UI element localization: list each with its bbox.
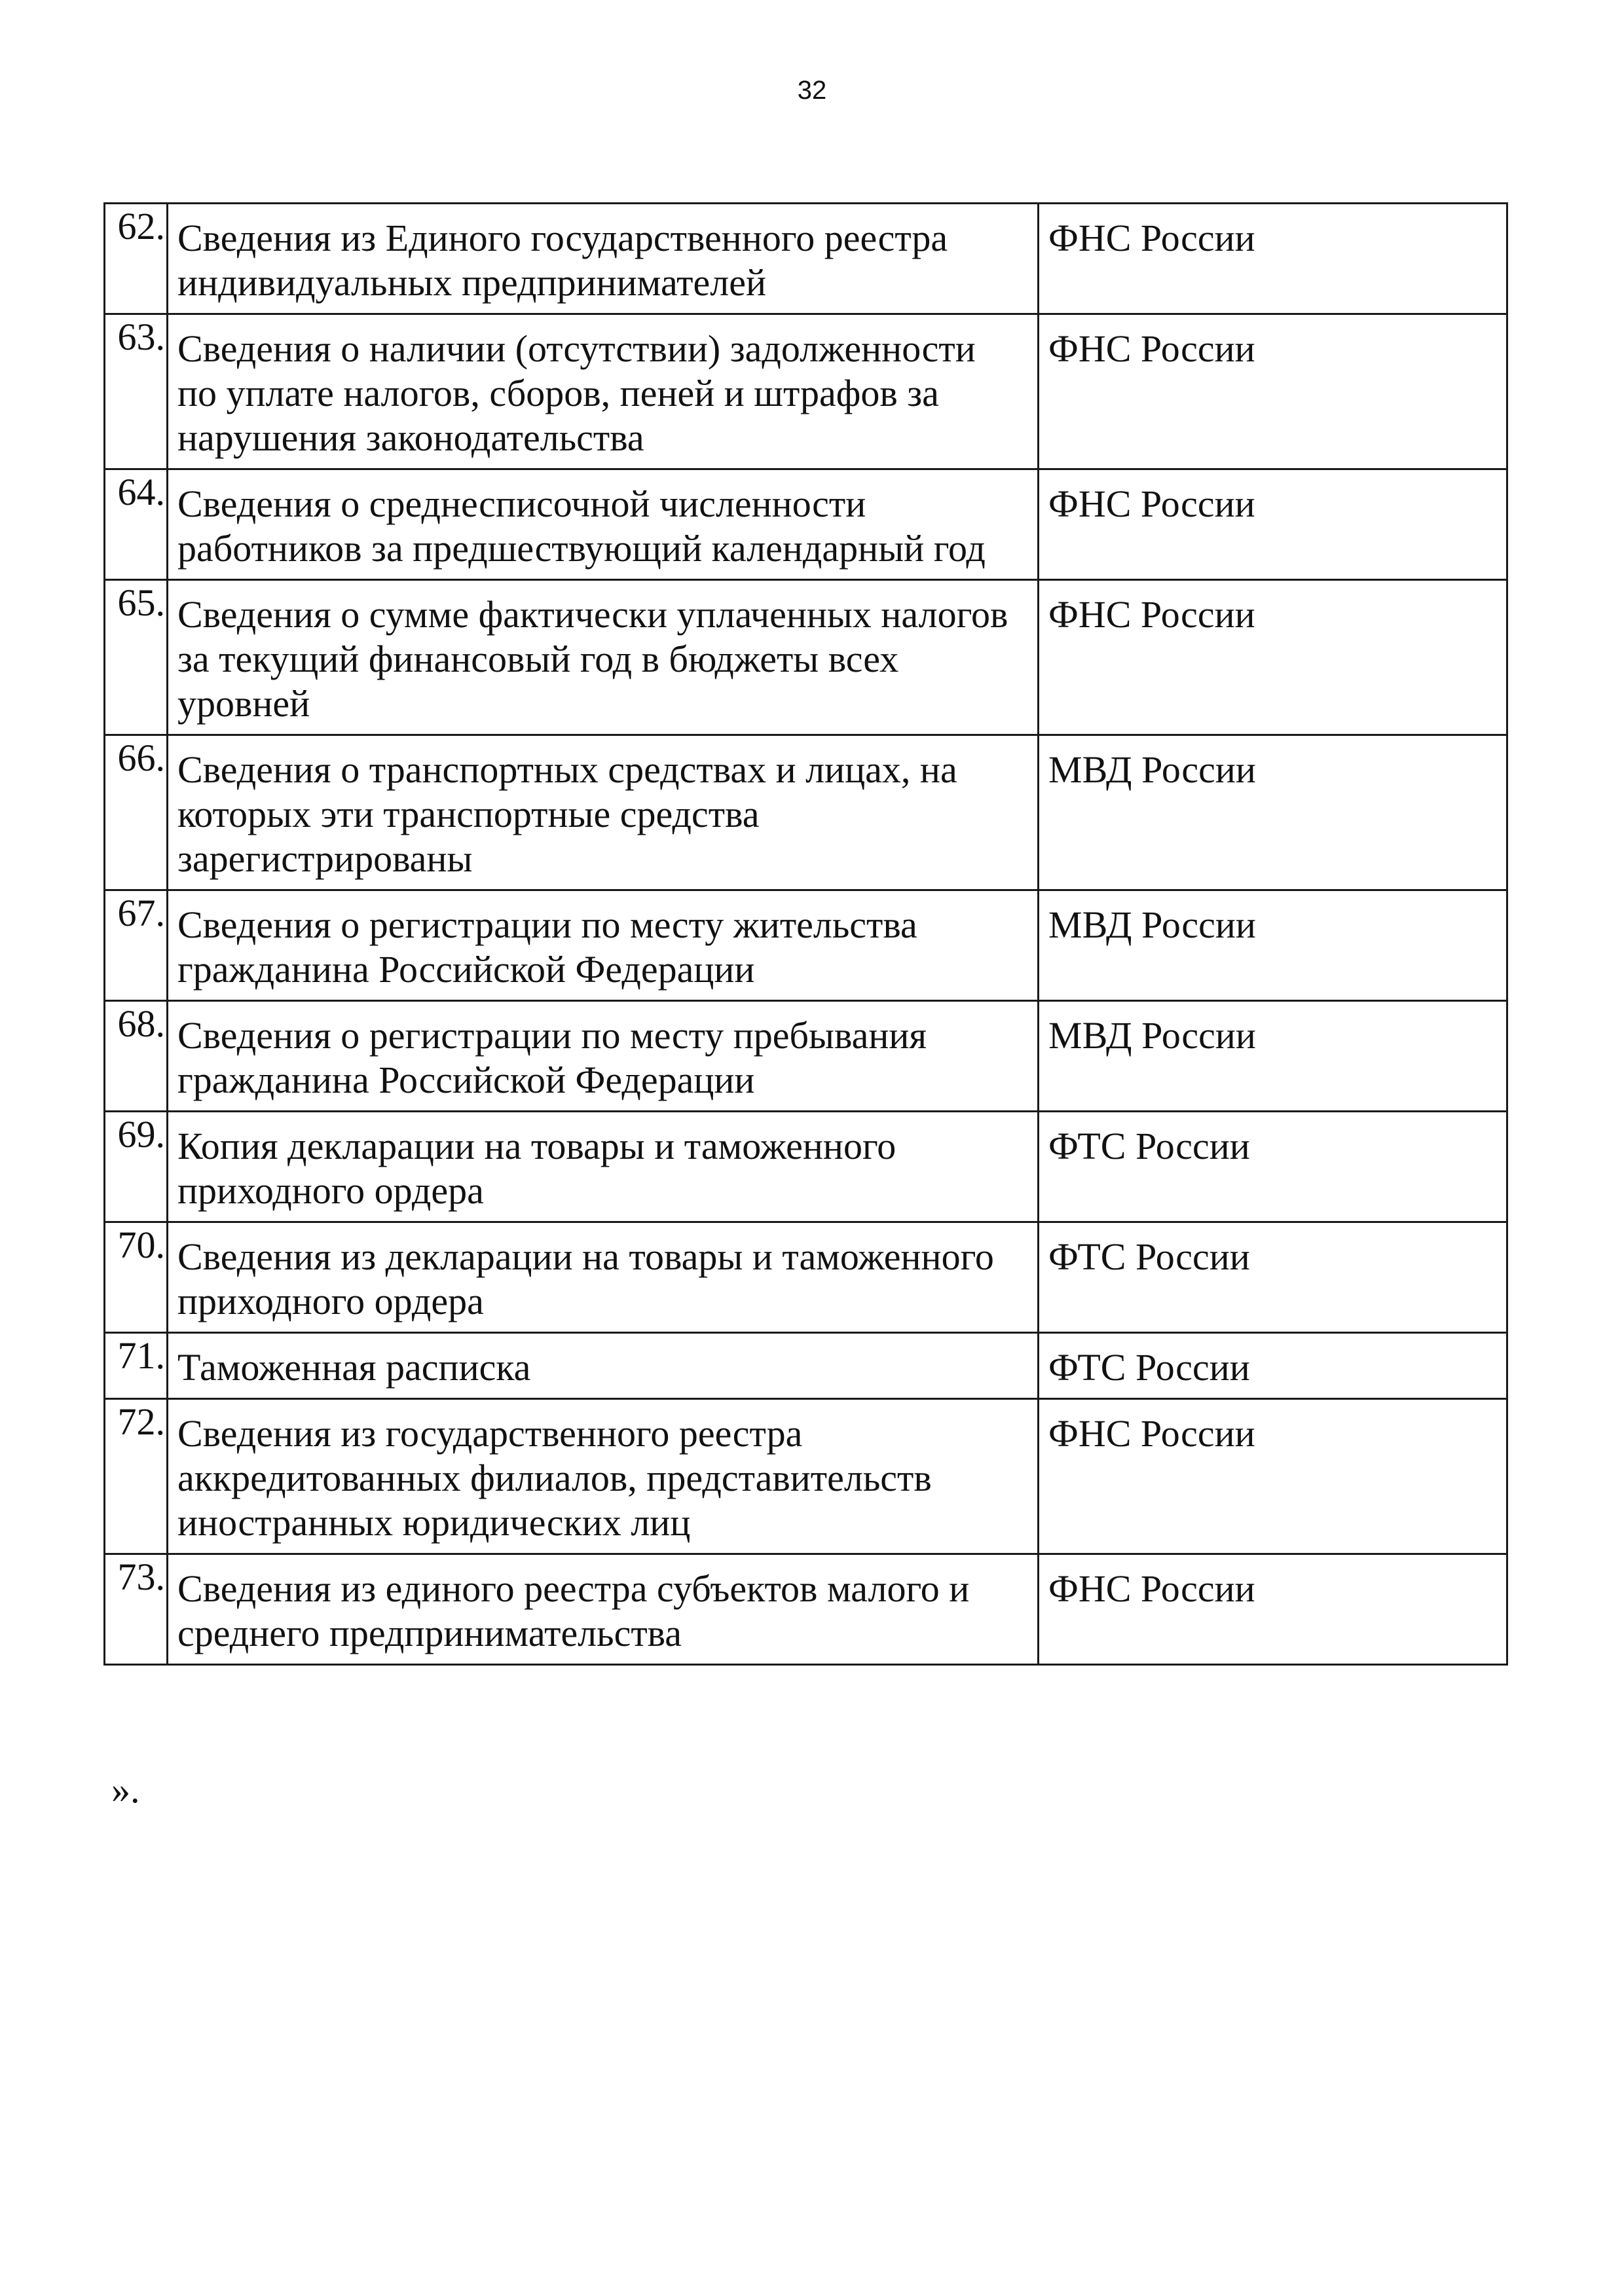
description-line: работников за предшествующий календарный год [177,527,986,570]
row-description [168,890,1039,1001]
table-row [105,204,1507,314]
row-agency: ФНС России [1039,469,1507,580]
row-description [168,1554,1039,1665]
row-number: 72. [105,1399,168,1554]
registry-table [103,202,1508,1666]
description-line: Сведения о регистрации по месту пребывания [177,1014,927,1057]
description-line: приходного ордера [177,1280,484,1322]
row-agency: МВД России [1039,735,1507,890]
row-number: 63. [105,314,168,469]
table-row [105,1001,1507,1112]
table-row [105,1222,1507,1333]
row-description [168,204,1039,314]
description-line: Сведения из единого реестра субъектов малого и [177,1567,970,1610]
table-row [105,314,1507,469]
description-line: нарушения законодательства [177,416,644,459]
row-agency: ФНС России [1039,580,1507,735]
description-line: приходного ордера [177,1169,484,1212]
row-description [168,1333,1039,1399]
row-agency: ФТС России [1039,1112,1507,1222]
row-number: 69. [105,1112,168,1222]
description-line: которых эти транспортные средства [177,793,760,835]
description-line: гражданина Российской Федерации [177,948,755,991]
closing-quote: ». [111,1768,140,1811]
row-number: 64. [105,469,168,580]
table-row [105,890,1507,1001]
description-line: Сведения о наличии (отсутствии) задолженности [177,327,976,370]
row-description [168,1399,1039,1554]
row-description [168,469,1039,580]
description-line: гражданина Российской Федерации [177,1059,755,1101]
description-line: за текущий финансовый год в бюджеты всех [177,638,899,680]
row-agency: МВД России [1039,1001,1507,1112]
table-row [105,1399,1507,1554]
description-line: среднего предпринимательства [177,1612,682,1654]
table-row [105,1554,1507,1665]
description-line: Сведения о сумме фактически уплаченных налогов [177,593,1008,636]
row-agency: ФНС России [1039,204,1507,314]
table-row [105,1112,1507,1222]
description-line: зарегистрированы [177,837,473,880]
registry-table-body [105,204,1507,1665]
table-row [105,735,1507,890]
description-line: Сведения о регистрации по месту жительства [177,903,917,946]
description-line: Сведения из декларации на товары и таможенного [177,1235,994,1278]
row-description [168,1222,1039,1333]
row-agency: МВД России [1039,890,1507,1001]
table-row [105,580,1507,735]
description-line: Сведения из государственного реестра [177,1412,803,1455]
table-row [105,1333,1507,1399]
description-line: Таможенная расписка [177,1346,531,1389]
row-number: 65. [105,580,168,735]
row-agency: ФНС России [1039,1399,1507,1554]
description-line: уровней [177,682,310,725]
row-description [168,1001,1039,1112]
row-agency: ФТС России [1039,1333,1507,1399]
row-number: 71. [105,1333,168,1399]
row-description [168,1112,1039,1222]
row-number: 66. [105,735,168,890]
row-number: 68. [105,1001,168,1112]
row-number: 62. [105,204,168,314]
description-line: аккредитованных филиалов, представительств [177,1457,932,1499]
description-line: индивидуальных предпринимателей [177,261,766,304]
row-number: 70. [105,1222,168,1333]
description-line: Сведения о транспортных средствах и лицах, на [177,748,957,791]
row-description [168,314,1039,469]
row-number: 67. [105,890,168,1001]
description-line: по уплате налогов, сборов, пеней и штрафов за [177,372,939,414]
description-line: иностранных юридических лиц [177,1501,691,1544]
description-line: Копия декларации на товары и таможенного [177,1125,896,1167]
page-number: 32 [797,76,827,105]
row-agency: ФНС России [1039,314,1507,469]
row-agency: ФТС России [1039,1222,1507,1333]
table-row [105,469,1507,580]
description-line: Сведения о среднесписочной численности [177,483,866,525]
row-number: 73. [105,1554,168,1665]
row-agency: ФНС России [1039,1554,1507,1665]
row-description [168,580,1039,735]
row-description [168,735,1039,890]
description-line: Сведения из Единого государственного реестра [177,217,948,259]
